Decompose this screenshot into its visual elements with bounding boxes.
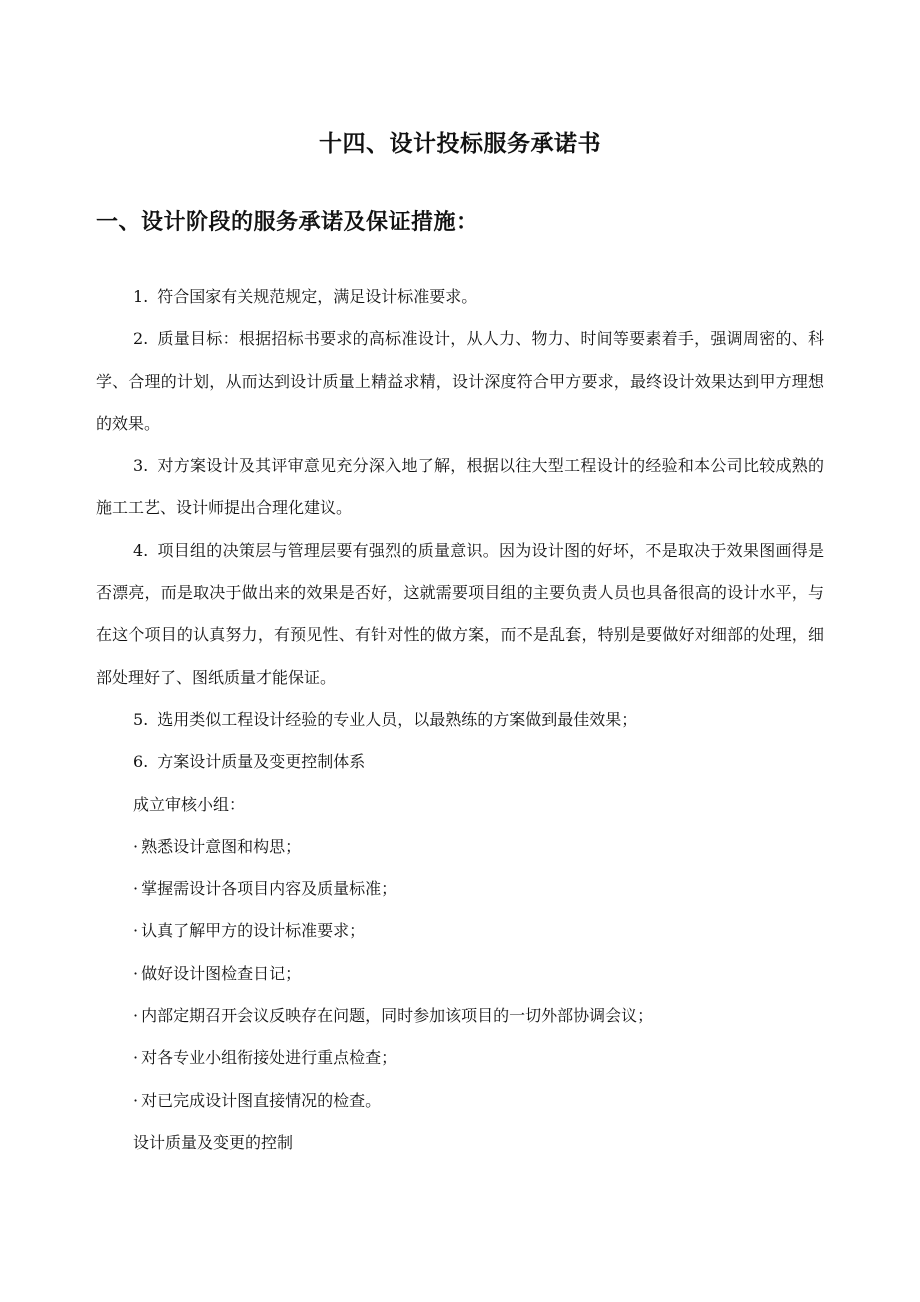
paragraph-text: 项目组的决策层与管理层要有强烈的质量意识。因为设计图的好坏，不是取决于效果图画得是否漂亮，而是取决于做出来的效果是否好，这就需要项目组的主要负责人员也具备很高的设计水平，与在这个项目的认真努力，有预见性、有针对性的做方案，而不是乱套，特别是要做好对细部的处理，细部处理好了、图纸质量才能保证。 — [96, 540, 824, 687]
bullet-dot-icon: · — [133, 836, 139, 856]
numbered-paragraph-5 — [96, 699, 824, 741]
bullet-dot-icon: · — [133, 1090, 139, 1110]
bullet-dot-icon: · — [133, 1048, 139, 1068]
paragraph-text: 选用类似工程设计经验的专业人员，以最熟练的方案做到最佳效果； — [157, 709, 638, 729]
bullet-dot-icon: · — [133, 921, 139, 941]
numbered-paragraph-3 — [96, 445, 824, 530]
numbered-paragraph-1 — [96, 276, 824, 318]
numbered-paragraph-2 — [96, 318, 824, 445]
group-label: 成立审核小组： — [133, 794, 246, 814]
paragraph-text: 符合国家有关规范规定，满足设计标准要求。 — [157, 287, 478, 306]
bullet-text: 内部定期召开会议反映存在问题，同时参加该项目的一切外部协调会议； — [141, 1006, 654, 1026]
bullet-text: 对已完成设计图直接情况的检查。 — [141, 1090, 382, 1110]
paragraph-number: 4. — [133, 540, 149, 560]
document-title: 十四、设计投标服务承诺书 — [319, 131, 601, 157]
numbered-paragraph-4 — [96, 530, 824, 699]
bullet-text: 熟悉设计意图和构思； — [141, 836, 302, 856]
paragraph-number: 2. — [133, 329, 149, 349]
bullet-text: 对各专业小组衔接处进行重点检查； — [141, 1048, 398, 1068]
bullet-item — [96, 826, 824, 868]
bullet-text: 做好设计图检查日记； — [141, 963, 302, 983]
paragraph-text: 对方案设计及其评审意见充分深入地了解，根据以往大型工程设计的经验和本公司比较成熟的施工工艺、设计师提出合理化建议。 — [96, 456, 824, 518]
paragraph-number: 6. — [133, 752, 149, 772]
bullet-dot-icon: · — [133, 1006, 139, 1026]
bullet-text: 掌握需设计各项目内容及质量标准； — [141, 879, 398, 899]
paragraph-number: 5. — [133, 709, 149, 729]
bullet-list — [96, 826, 824, 1122]
paragraph-text: 方案设计质量及变更控制体系 — [157, 752, 366, 772]
document-body — [96, 276, 824, 1164]
bullet-item — [96, 1037, 824, 1079]
bullet-text: 认真了解甲方的设计标准要求； — [141, 921, 366, 941]
bullet-item — [96, 1080, 824, 1122]
paragraph-number: 3. — [133, 456, 149, 476]
bullet-dot-icon: · — [133, 963, 139, 983]
numbered-paragraph-6 — [96, 741, 824, 783]
paragraph-text: 质量目标：根据招标书要求的高标准设计，从人力、物力、时间等要素着手，强调周密的、科学、合理的计划，从而达到设计质量上精益求精，设计深度符合甲方要求，最终设计效果达到甲方理想的效果。 — [96, 329, 824, 433]
section-heading: 一、设计阶段的服务承诺及保证措施： — [96, 210, 479, 235]
bullet-item — [96, 995, 824, 1037]
bullet-item — [96, 868, 824, 910]
bullet-item — [96, 953, 824, 995]
closing-label: 设计质量及变更的控制 — [133, 1132, 294, 1152]
bullet-dot-icon: · — [133, 879, 139, 899]
bullet-item — [96, 910, 824, 952]
paragraph-number: 1. — [133, 287, 149, 306]
